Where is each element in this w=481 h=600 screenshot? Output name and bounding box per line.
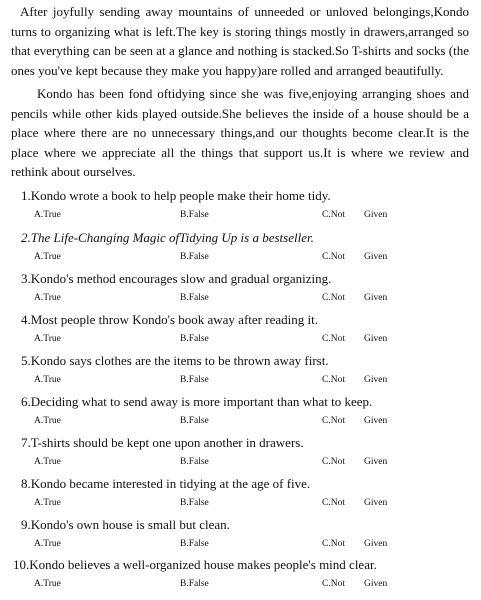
option-b-false: B.False xyxy=(180,252,209,262)
option-c-not: C.Not xyxy=(322,334,345,344)
option-c-not: C.Not xyxy=(322,539,345,549)
option-c-given: Given xyxy=(364,375,388,385)
question-8: 8.Kondo became interested in tidying at the age of five. xyxy=(21,476,311,491)
option-c-not: C.Not xyxy=(322,252,345,262)
question-2: 2.The Life-Changing Magic ofTidying Up is a bestseller. xyxy=(21,230,314,245)
option-c-given: Given xyxy=(364,579,388,589)
option-b-false: B.False xyxy=(180,210,209,220)
option-a-true: A.True xyxy=(34,293,61,303)
option-c-given: Given xyxy=(364,539,388,549)
option-b-false: B.False xyxy=(180,416,209,426)
option-b-false: B.False xyxy=(180,375,209,385)
option-c-given: Given xyxy=(364,334,388,344)
question-7: 7.T-shirts should be kept one upon another in drawers. xyxy=(21,435,304,450)
option-a-true: A.True xyxy=(34,210,61,220)
question-10: 10.Kondo believes a well-organized house makes people's mind clear. xyxy=(13,557,377,572)
option-b-false: B.False xyxy=(180,579,209,589)
option-c-given: Given xyxy=(364,293,388,303)
option-b-false: B.False xyxy=(180,334,209,344)
option-c-not: C.Not xyxy=(322,416,345,426)
option-a-true: A.True xyxy=(34,457,61,467)
option-a-true: A.True xyxy=(34,375,61,385)
option-a-true: A.True xyxy=(34,252,61,262)
option-b-false: B.False xyxy=(180,498,209,508)
option-a-true: A.True xyxy=(34,416,61,426)
option-a-true: A.True xyxy=(34,498,61,508)
option-c-given: Given xyxy=(364,498,388,508)
option-c-given: Given xyxy=(364,210,388,220)
option-a-true: A.True xyxy=(34,539,61,549)
option-a-true: A.True xyxy=(34,579,61,589)
question-9: 9.Kondo's own house is small but clean. xyxy=(21,517,230,532)
option-c-not: C.Not xyxy=(322,579,345,589)
question-5: 5.Kondo says clothes are the items to be thrown away first. xyxy=(21,353,329,368)
option-c-not: C.Not xyxy=(322,457,345,467)
question-6: 6.Deciding what to send away is more important than what to keep. xyxy=(21,394,373,409)
passage-paragraph-1: After joyfully sending away mountains of unneeded or unloved belongings,Kondo turns to organizing what is left.The key is storing things mostly in drawers,arranged so that everything can be seen at a glance and nothing is stacked.So T-shirts and socks (the ones you've kept because they make you happy)are rolled and arranged beautifully. xyxy=(11,4,469,78)
option-b-false: B.False xyxy=(180,457,209,467)
question-1: 1.Kondo wrote a book to help people make their home tidy. xyxy=(21,188,331,203)
option-c-given: Given xyxy=(364,252,388,262)
option-c-not: C.Not xyxy=(322,210,345,220)
option-c-given: Given xyxy=(364,457,388,467)
option-c-not: C.Not xyxy=(322,293,345,303)
option-b-false: B.False xyxy=(180,539,209,549)
question-3: 3.Kondo's method encourages slow and gradual organizing. xyxy=(21,271,332,286)
passage-paragraph-2: Kondo has been fond oftidying since she was five,enjoying arranging shoes and pencils while other kids played outside.She believes the inside of a house should be a place where there are no unnecessary things,and our thoughts become clear.It is the place where we appreciate all the things that support us.It is where we review and rethink about ourselves. xyxy=(11,86,469,180)
option-c-not: C.Not xyxy=(322,375,345,385)
option-c-not: C.Not xyxy=(322,498,345,508)
question-4: 4.Most people throw Kondo's book away after reading it. xyxy=(21,312,318,327)
option-a-true: A.True xyxy=(34,334,61,344)
option-c-given: Given xyxy=(364,416,388,426)
option-b-false: B.False xyxy=(180,293,209,303)
